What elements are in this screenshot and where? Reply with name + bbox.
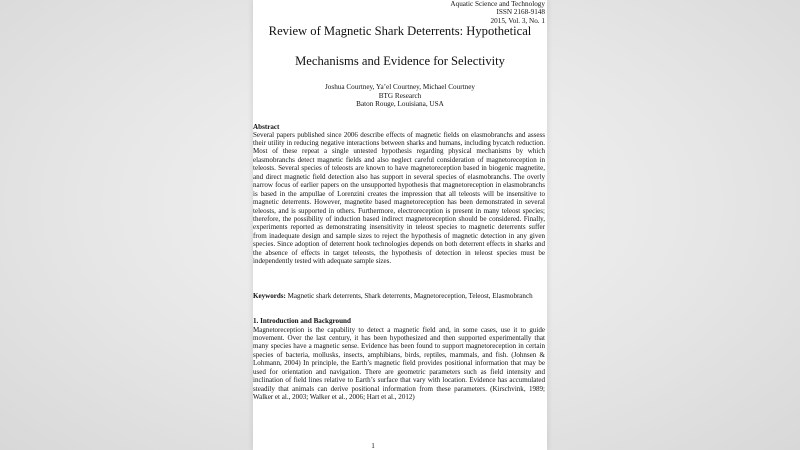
keywords-label: Keywords: [253, 291, 286, 300]
journal-volume: 2015, Vol. 3, No. 1 [490, 16, 545, 25]
document-page [253, 0, 547, 450]
journal-name: Aquatic Science and Technology [450, 0, 545, 8]
author-affiliation: BTG Research [378, 91, 422, 100]
paper-title-line-1: Review of Magnetic Shark Deterrents: Hypothetical [268, 24, 532, 38]
author-names: Joshua Courtney, Ya’el Courtney, Michael Courtney [325, 83, 475, 91]
keywords-paragraph [253, 292, 545, 300]
abstract-text: Several papers published since 2006 describe effects of magnetic fields on elasmobranchs and assess their utility in reducing negative interactions between sharks and humans, including bycatch reduction. Most of these repeat a single untested hypothesis regarding physical mechanisms by which elasmobranchs detect magnetic fields and also neglect careful consideration of magnetoreception in teleosts. Several species of teleosts are known to have magnetoreception based in biogenic magnetite, and direct magnetic field detection also has support in several species of elasmobranchs. The overly narrow focus of earlier papers on the unsupported hypothesis that magnetoreception in elasmobranchs is based in the ampullae of Lorenzini creates the impression that all teleosts will be insensitive to magnetic deterrents. However, magnetite based magnetoreception has been demonstrated in several teleosts, and is supported in others. Furthermore, electroreception is present in many teleost species; therefore, the possibility of induction based indirect magnetoreception should be considered. Finally, experiments reported as demonstrating insensitivity in teleost species to magnetic deterrents suffer from inadequate design and sample sizes to reject the hypothesis of magnetic detection in any given species. Since adoption of deterrent hook technologies depends on both deterrent effects in sharks and the absence of effects in target teleosts, the hypothesis of detection in teleost species must be independently tested with adequate sample sizes. [253, 130, 545, 266]
introduction-heading: 1. Introduction and Background [253, 317, 351, 325]
author-location: Baton Rouge, Louisiana, USA [356, 100, 444, 108]
abstract-heading: Abstract [253, 122, 280, 131]
keywords-text: Magnetic shark deterrents, Shark deterrents, Magnetoreception, Teleost, Elasmobranch [287, 291, 533, 300]
page-number: 1 [371, 442, 375, 450]
journal-issn: ISSN 2168-9148 [496, 8, 545, 17]
introduction-text: Magnetoreception is the capability to detect a magnetic field and, in some cases, use it to guide movement. Over the last century, it has been hypothesized and then supported experimentally that many species have a magnetic sense. Evidence has been found to support magnetoreception in certain species of bacteria, mollusks, insects, amphibians, birds, reptiles, mammals, and fish. (Johnsen & Lohmann, 2004) In principle, the Earth’s magnetic field provides positional information that may be used for orientation and navigation. There are geometric parameters such as field intensity and inclination of field lines relative to Earth’s surface that vary with location. Evidence has accumulated steadily that animals can derive positional information from these parameters. (Kirschvink, 1989; Walker et al., 2003; Walker et al., 2006; Hart et al., 2012) [253, 325, 545, 402]
journal-header [450, 0, 545, 25]
paper-title-line-2: Mechanisms and Evidence for Selectivity [295, 54, 505, 68]
author-block [253, 83, 547, 109]
